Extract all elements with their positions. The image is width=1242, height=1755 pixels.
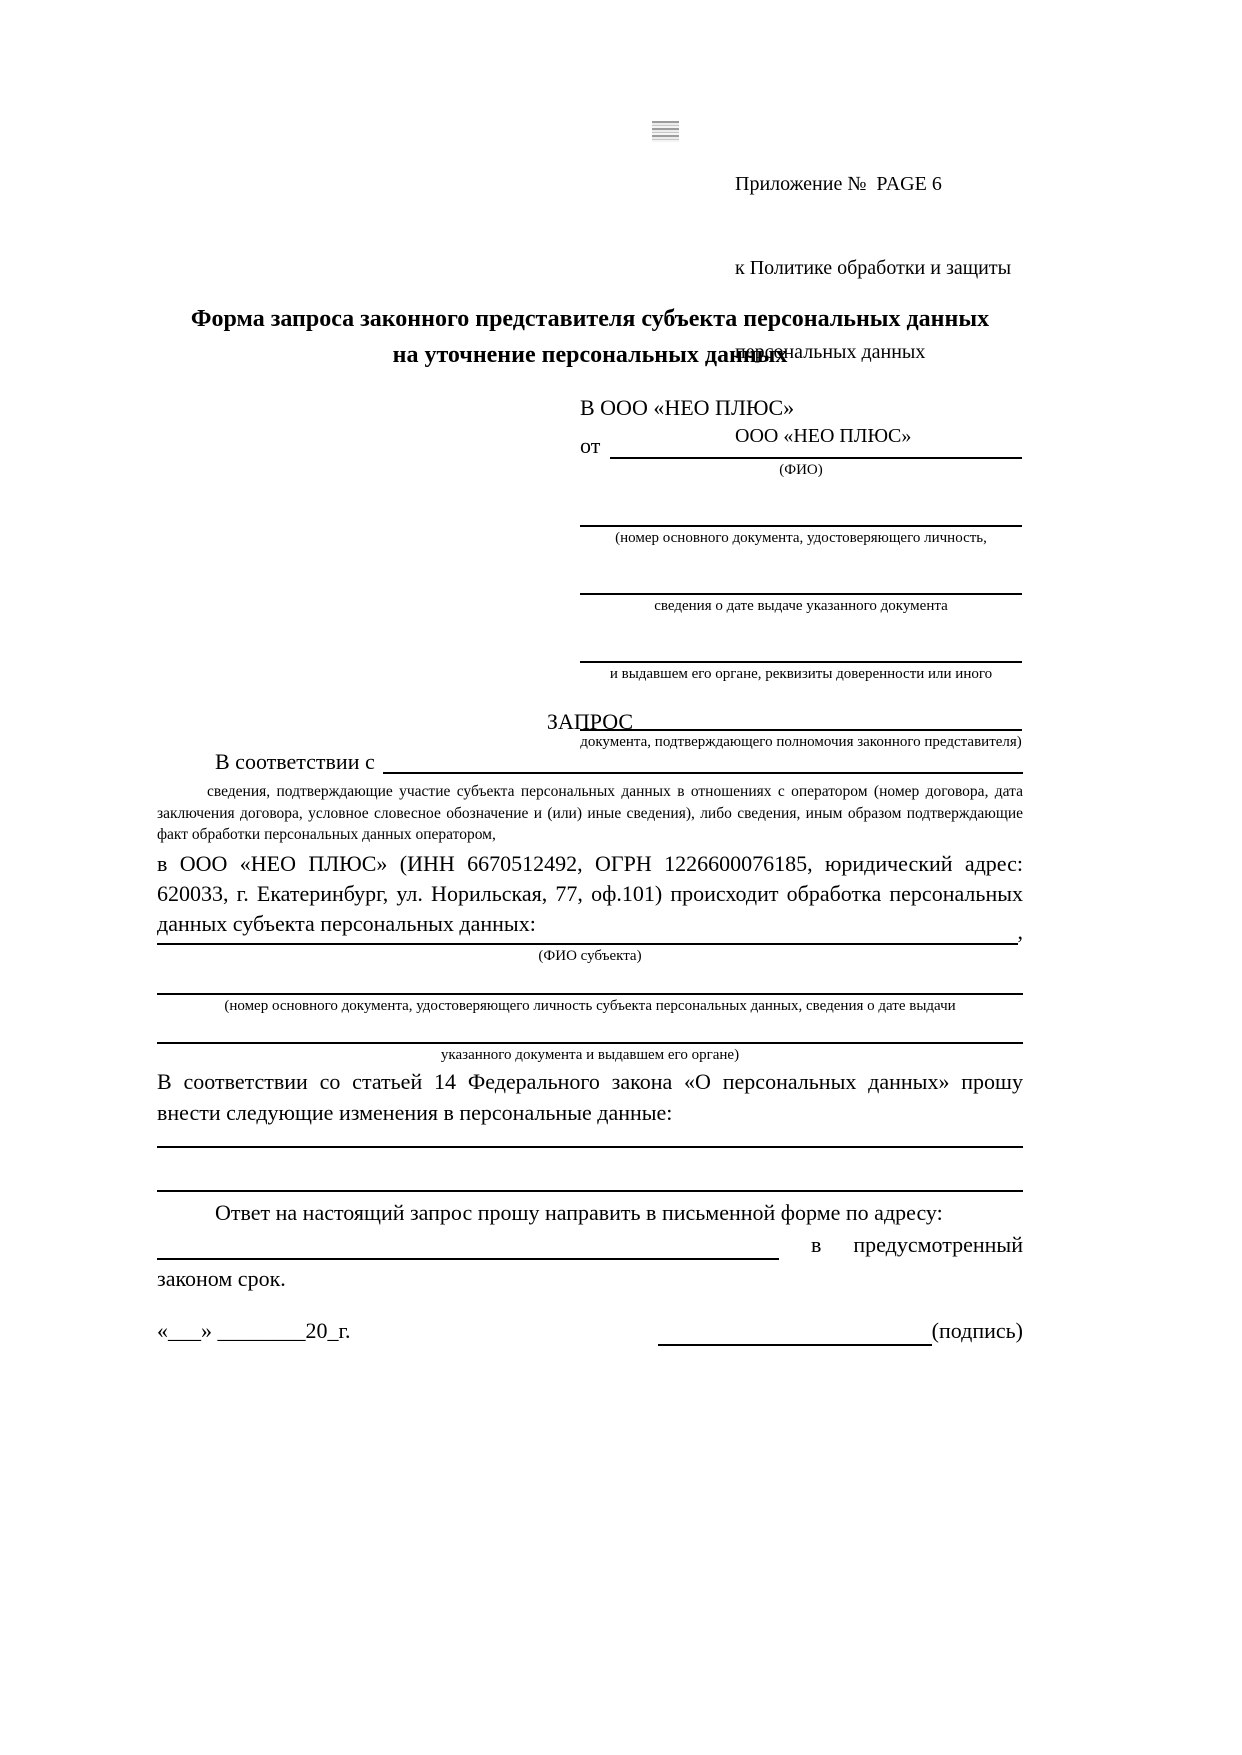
policy-reference-line2: персональных данных bbox=[735, 341, 926, 363]
doc-authority-caption: и выдавшем его органе, реквизиты доверенности или иного bbox=[609, 666, 993, 682]
subject-doc-field[interactable] bbox=[157, 969, 1023, 995]
article-paragraph: В соответствии со статьей 14 Федерального закона «О персональных данных» прошу внести следующие изменения в персональные данные: bbox=[157, 1069, 1023, 1125]
field-code-artifact bbox=[652, 121, 679, 142]
addressee-to: В ООО «НЕО ПЛЮС» bbox=[580, 395, 795, 420]
basis-field[interactable] bbox=[383, 748, 1023, 774]
doc-authority-field[interactable] bbox=[580, 637, 1022, 663]
intro-row bbox=[157, 748, 1023, 776]
from-label: от bbox=[580, 433, 601, 458]
subject-doc-group bbox=[157, 969, 1023, 1015]
signature-caption: (подпись) bbox=[931, 1318, 1023, 1343]
fio-caption: (ФИО) bbox=[779, 462, 823, 478]
subject-doc-caption-line1: (номер основного документа, удостоверяющего личность субъекта персональных данных, сведения о дате выдачи bbox=[224, 998, 956, 1014]
representative-doc-number-field[interactable] bbox=[580, 501, 1022, 527]
policy-reference-line1: к Политике обработки и защиты bbox=[735, 257, 1012, 279]
trailing-comma: , bbox=[1017, 919, 1023, 944]
subject-fio-caption: (ФИО субъекта) bbox=[538, 948, 642, 964]
organization-name: ООО «НЕО ПЛЮС» bbox=[735, 425, 912, 447]
answer-word-v: в bbox=[811, 1232, 822, 1257]
doc-number-caption: (номер основного документа, удостоверяющего личность, bbox=[615, 530, 987, 546]
form-title bbox=[157, 301, 1023, 373]
date-field[interactable]: «___» ________20_г. bbox=[157, 1318, 351, 1343]
representative-fio-field[interactable] bbox=[610, 433, 1022, 459]
date-signature-row bbox=[157, 1316, 1023, 1346]
changes-field-line2[interactable] bbox=[157, 1166, 1023, 1192]
addressee-block bbox=[580, 393, 1022, 751]
answer-address-field[interactable] bbox=[157, 1232, 779, 1260]
changes-field-line1[interactable] bbox=[157, 1122, 1023, 1148]
address-row bbox=[157, 1230, 1023, 1260]
signature-group bbox=[658, 1316, 1023, 1346]
doc-issue-date-caption: сведения о дате выдаче указанного документа bbox=[654, 598, 948, 614]
subject-fio-field[interactable] bbox=[157, 919, 1018, 945]
answer-line: Ответ на настоящий запрос прошу направить в письменной форме по адресу: bbox=[215, 1200, 943, 1225]
subject-doc-caption-line2: указанного документа и выдавшем его органе) bbox=[440, 1047, 740, 1063]
answer-tail: законом срок. bbox=[157, 1266, 286, 1291]
doc-issue-date-field[interactable] bbox=[580, 569, 1022, 595]
from-row bbox=[580, 433, 1022, 459]
basis-footnote: сведения, подтверждающие участие субъекта персональных данных в отношениях с оператором (номер договора, дата заключения договора, условное словесное обозначение и (или) иные сведения), либо сведения, иным образом подтверждающие факт обработки персональных данных оператором, bbox=[157, 783, 1023, 843]
intro-label: В соответствии с bbox=[215, 749, 375, 774]
power-of-attorney-caption: документа, подтверждающего полномочия законного представителя) bbox=[580, 734, 1022, 750]
subject-fio-group bbox=[157, 919, 1023, 965]
subject-fio-row bbox=[157, 919, 1023, 945]
form-title-line2: на уточнение персональных данных bbox=[392, 342, 788, 368]
subject-doc-authority-field[interactable] bbox=[157, 1018, 1023, 1044]
answer-word-predusmotrennyi: предусмотренный bbox=[853, 1232, 1023, 1257]
form-title-line1: Форма запроса законного представителя субъекта персональных данных bbox=[190, 306, 990, 332]
subject-doc-authority-group bbox=[157, 1018, 1023, 1064]
appendix-number: Приложение № PAGE 6 bbox=[735, 173, 942, 195]
operator-paragraph: в ООО «НЕО ПЛЮС» (ИНН 6670512492, ОГРН 1226600076185, юридический адрес: 620033, г. Екатеринбург, ул. Норильская, 77, оф.101) происходит обработка персональных данных субъекта персональных данных: bbox=[157, 851, 1023, 936]
signature-field[interactable] bbox=[658, 1318, 932, 1346]
request-heading: ЗАПРОС bbox=[546, 709, 634, 734]
answer-paragraph bbox=[157, 1198, 1023, 1294]
